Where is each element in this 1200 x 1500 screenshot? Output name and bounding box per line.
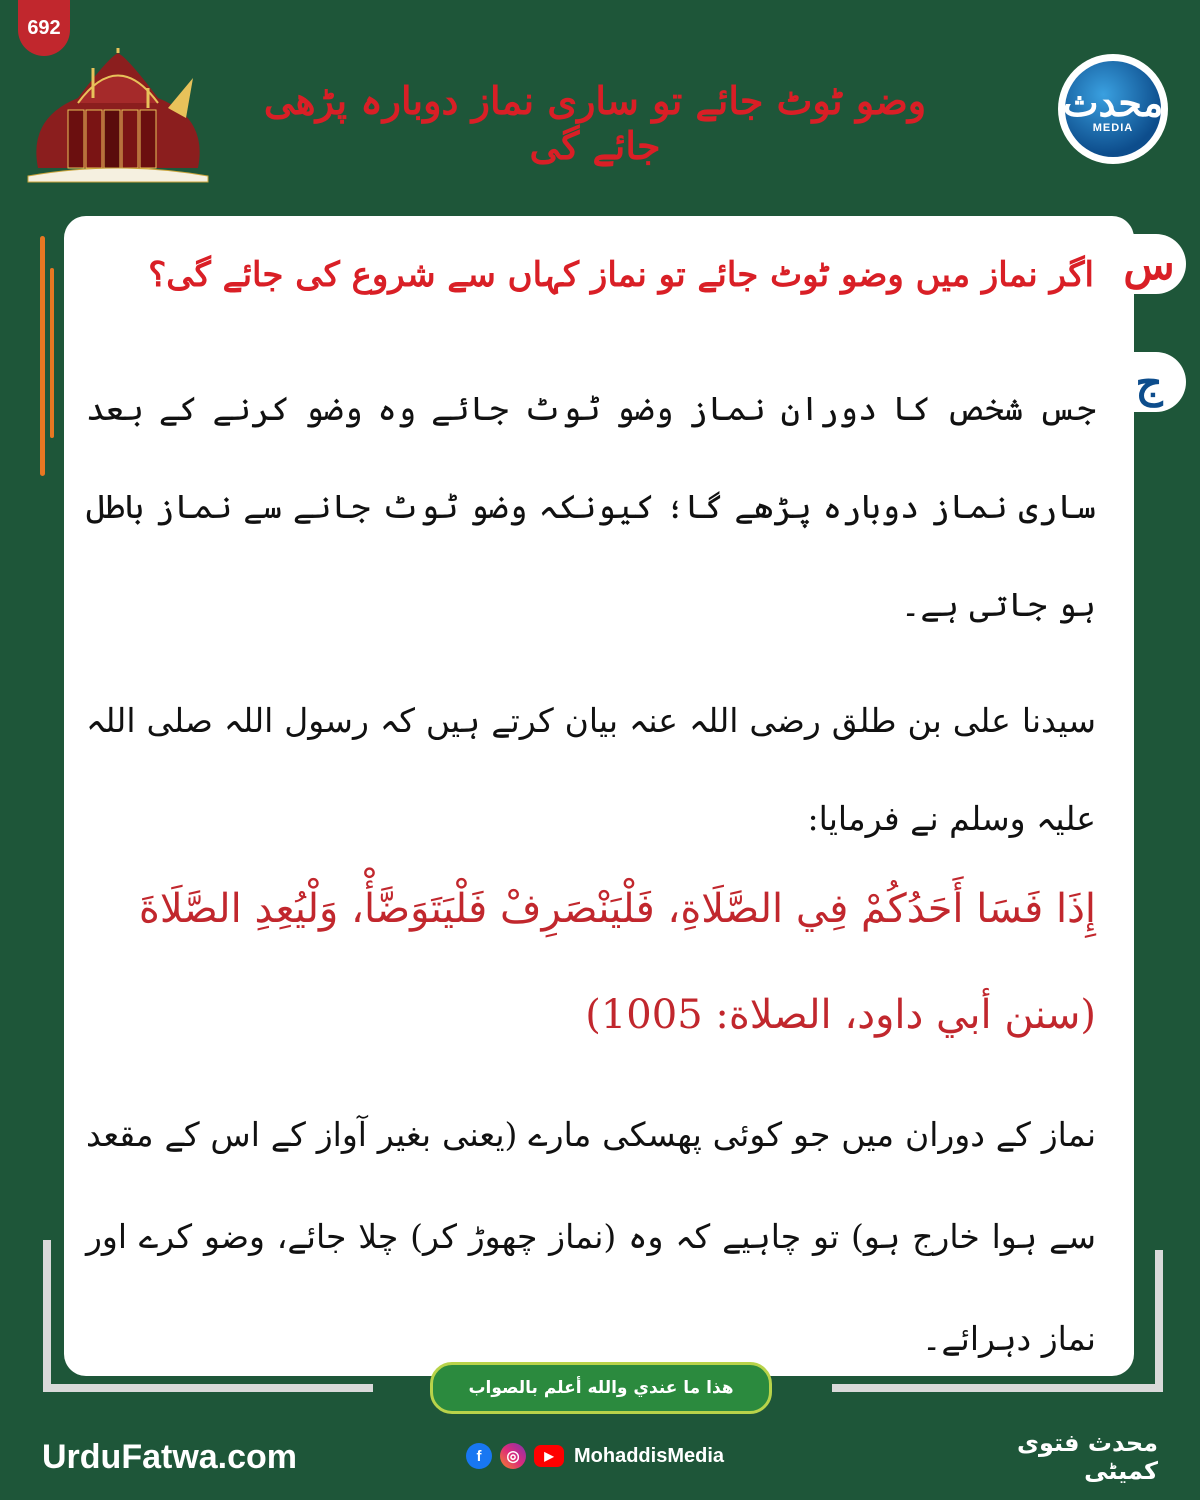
logo-subtext: MEDIA bbox=[1092, 122, 1134, 134]
instagram-icon[interactable]: ◎ bbox=[500, 1443, 526, 1469]
website-link[interactable]: UrduFatwa.com bbox=[42, 1437, 298, 1476]
answer-marker-tab bbox=[1112, 352, 1186, 412]
page-title: وضو ٹوٹ جائے تو ساری نماز دوبارہ پڑھی جائے گی bbox=[263, 78, 927, 168]
answer-paragraph-3: نماز کے دوران میں جو کوئی پھسکی مارے (یعنی بغیر آواز کے اس کے مقعد سے ہوا خارج ہو) تو چاہیے کہ وہ (نماز چھوڑ کر) چلا جائے، وضو کرے اور نماز دہرائے۔ bbox=[86, 1115, 1096, 1358]
answer-paragraph-1: جس شخص کا دوران نماز وضو ٹوٹ جائے وہ وضو کرنے کے بعد ساری نماز دوبارہ پڑھے گا؛ کیونکہ وضو ٹوٹ جانے سے نماز باطل ہو جاتی ہے۔ bbox=[86, 389, 1096, 624]
decorative-bar bbox=[50, 268, 54, 438]
question-marker: س bbox=[1123, 239, 1175, 289]
social-links bbox=[466, 1438, 724, 1474]
answer-marker: ج bbox=[1135, 357, 1163, 407]
decorative-frame-line bbox=[1155, 1250, 1163, 1390]
question-text: اگر نماز میں وضو ٹوٹ جائے تو نماز کہاں سے شروع کی جائے گی؟ bbox=[148, 255, 1094, 295]
hadith-quote: إِذَا فَسَا أَحَدُكُمْ فِي الصَّلَاةِ، فَلْيَنْصَرِفْ فَلْيَتَوَضَّأْ، وَلْيُعِدِ الصَّلَاةَ (سنن أبي داود، الصلاة: 1005) bbox=[138, 886, 1096, 1038]
closing-statement: هذا ما عندي والله أعلم بالصواب bbox=[430, 1362, 772, 1414]
facebook-icon[interactable]: f bbox=[466, 1443, 492, 1469]
answer-paragraph-2: سیدنا علی بن طلق رضی اللہ عنہ بیان کرتے ہیں کہ رسول اللہ صلی اللہ علیہ وسلم نے فرمایا: bbox=[86, 701, 1096, 838]
mosque-books-illustration bbox=[18, 48, 218, 188]
decorative-bar bbox=[40, 236, 45, 476]
page-number: 692 bbox=[27, 16, 61, 39]
logo-text: محدث bbox=[1062, 80, 1164, 125]
youtube-icon[interactable]: ▶ bbox=[534, 1445, 564, 1467]
committee-name: محدث فتوی کمیٹی bbox=[1016, 1429, 1158, 1485]
question-marker-tab bbox=[1112, 234, 1186, 294]
logo-globe-icon bbox=[1062, 61, 1164, 157]
mohaddis-media-logo bbox=[1058, 54, 1168, 164]
decorative-frame-line bbox=[43, 1240, 51, 1390]
social-handle[interactable]: MohaddisMedia bbox=[574, 1444, 725, 1467]
